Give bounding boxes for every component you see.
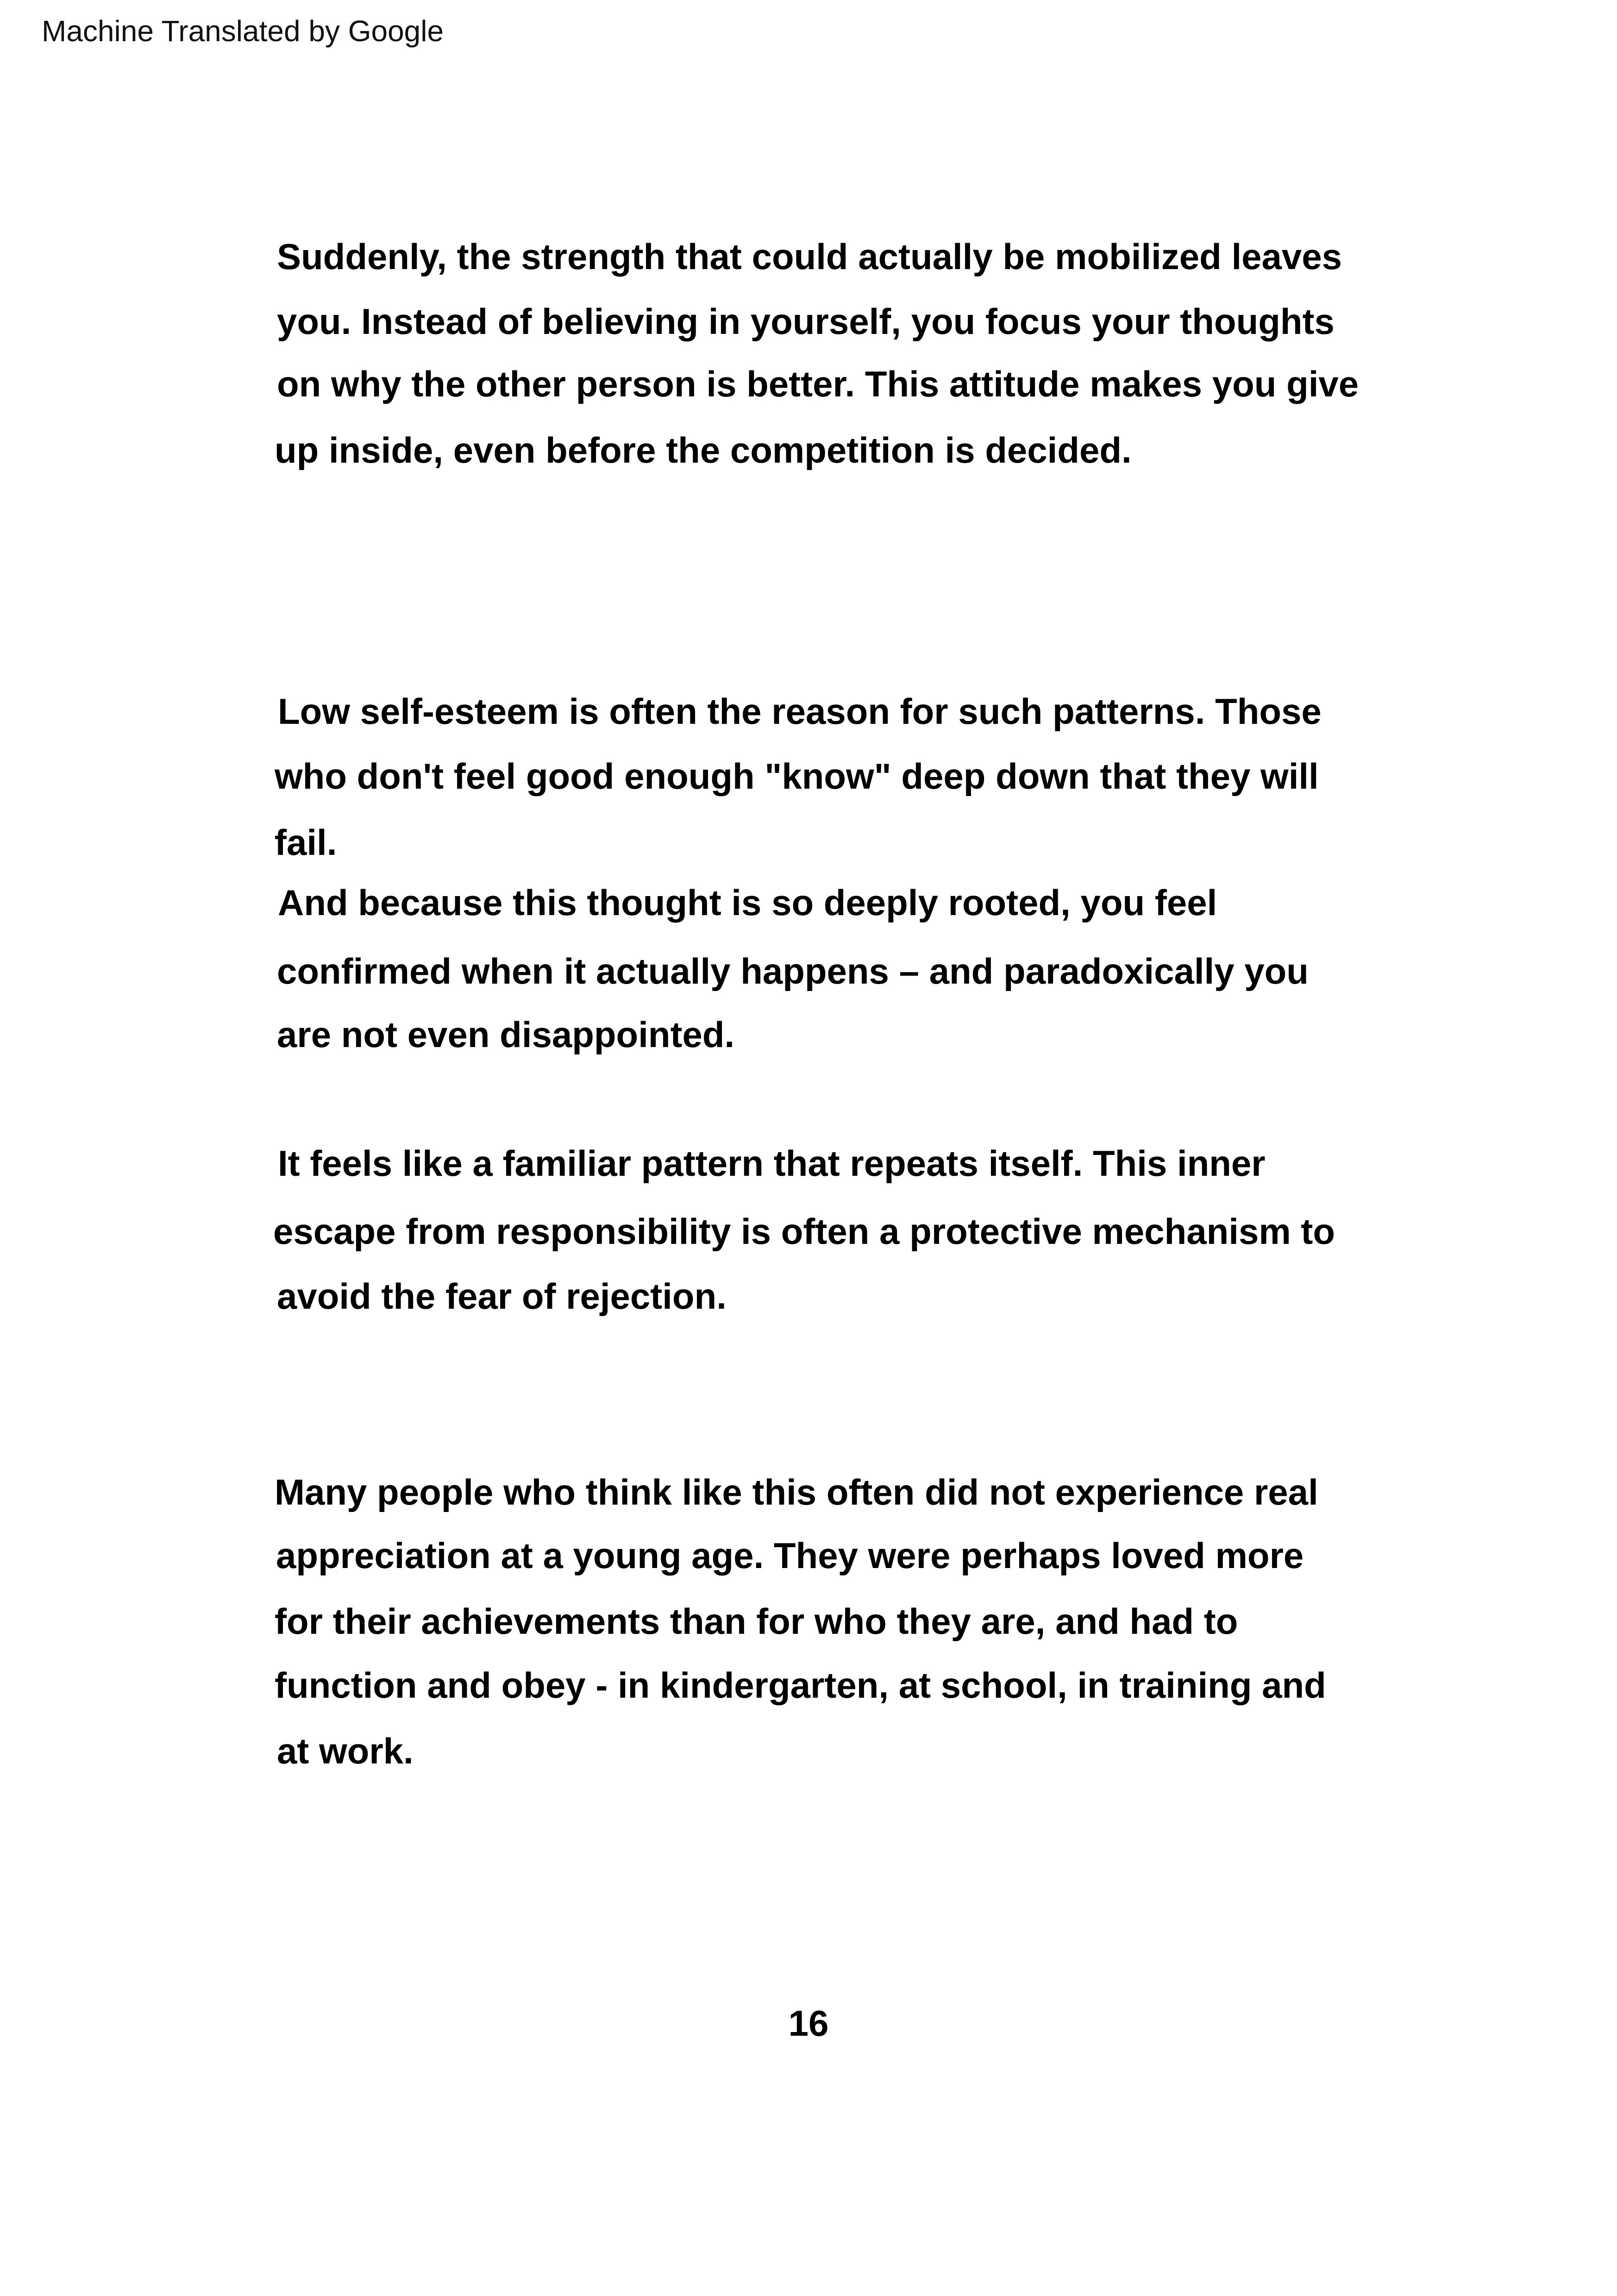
paragraph-line: avoid the fear of rejection. [277,1276,727,1317]
paragraph-line: you. Instead of believing in yourself, you focus your thoughts [277,301,1335,342]
paragraph-line: And because this thought is so deeply rooted, you feel [278,882,1217,923]
paragraph-line: function and obey - in kindergarten, at school, in training and [275,1665,1326,1706]
paragraph-line: at work. [277,1731,414,1771]
paragraph-line: Low self-esteem is often the reason for such patterns. Those [278,691,1322,732]
paragraph-line: appreciation at a young age. They were perhaps loved more [276,1535,1304,1576]
page-number: 16 [788,2003,829,2044]
paragraph-line: are not even disappointed. [277,1014,735,1055]
paragraph-line: confirmed when it actually happens – and paradoxically you [277,951,1309,991]
paragraph-line: fail. [275,822,337,863]
paragraph-line: Suddenly, the strength that could actually be mobilized leaves [277,236,1342,277]
paragraph-line: who don't feel good enough "know" deep down that they will [275,756,1319,797]
paragraph-line: It feels like a familiar pattern that repeats itself. This inner [278,1143,1266,1184]
machine-translation-note: Machine Translated by Google [42,14,444,48]
paragraph-line: Many people who think like this often did not experience real [275,1472,1318,1512]
paragraph-line: for their achievements than for who they are, and had to [275,1601,1238,1642]
paragraph-line: escape from responsibility is often a protective mechanism to [273,1211,1335,1252]
paragraph-line: up inside, even before the competition is decided. [275,430,1132,470]
paragraph-line: on why the other person is better. This attitude makes you give [277,364,1359,404]
